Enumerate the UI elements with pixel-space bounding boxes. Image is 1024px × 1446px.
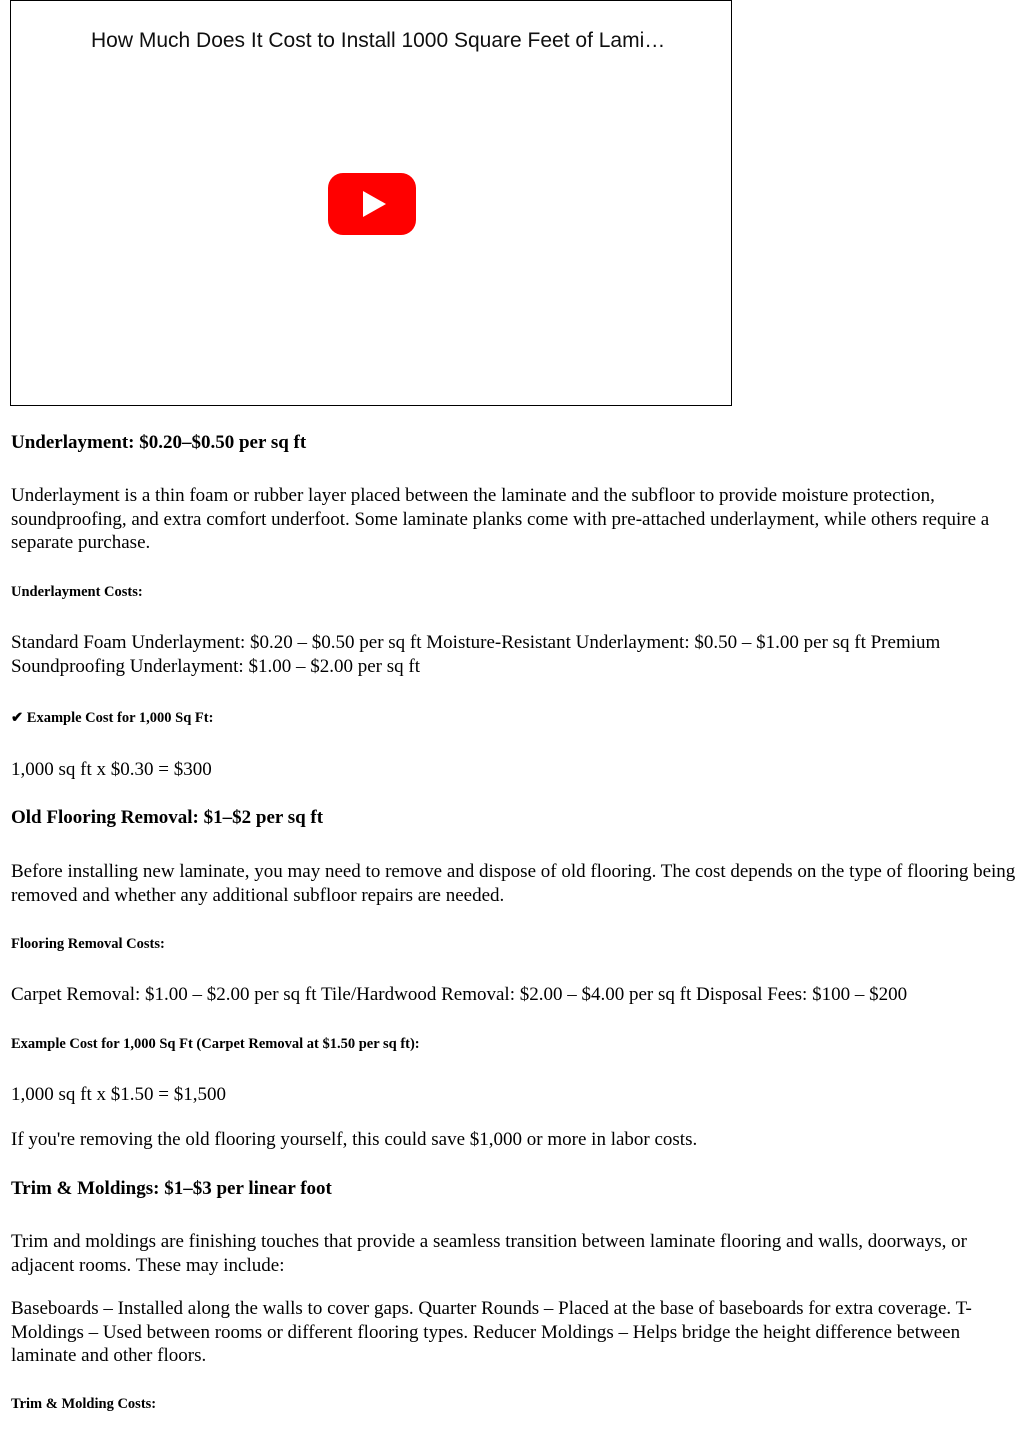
youtube-play-icon[interactable] xyxy=(328,173,416,235)
underlayment-example-heading xyxy=(11,710,213,727)
trim-types-text: Baseboards – Installed along the walls to cover gaps. Quarter Rounds – Placed at the base of baseboards for extra coverage. T-Moldings – Used between rooms or different flooring types. Reducer Moldings – Helps bridge the height difference between laminate and other floors. xyxy=(11,1298,972,1366)
trim-heading: Trim & Moldings: $1–$3 per linear foot xyxy=(11,1178,332,1199)
removal-heading: Old Flooring Removal: $1–$2 per sq ft xyxy=(11,807,324,828)
video-title[interactable]: How Much Does It Cost to Install 1000 Square Feet of Lami… xyxy=(91,29,666,52)
underlayment-description: Underlayment is a thin foam or rubber layer placed between the laminate and the subfloor to provide moisture protection, soundproofing, and extra comfort underfoot. Some laminate planks come with pre-attached underlayment, while others require a separate purchase. xyxy=(11,485,990,553)
removal-example-calc: 1,000 sq ft x $1.50 = $1,500 xyxy=(11,1084,226,1105)
removal-description: Before installing new laminate, you may need to remove and dispose of old flooring. The cost depends on the type of flooring being removed and whether any additional subfloor repairs are needed. xyxy=(11,861,1016,906)
check-mark-icon: ✔ xyxy=(11,710,24,726)
underlayment-example-label: Example Cost for 1,000 Sq Ft: xyxy=(26,710,214,726)
removal-savings-note: If you're removing the old flooring yourself, this could save $1,000 or more in labor costs. xyxy=(11,1129,698,1150)
trim-costs-heading: Trim & Molding Costs: xyxy=(11,1396,157,1412)
video-embed[interactable] xyxy=(10,0,732,406)
trim-description: Trim and moldings are finishing touches that provide a seamless transition between laminate flooring and walls, doorways, or adjacent rooms. These may include: xyxy=(11,1231,967,1276)
removal-costs-heading: Flooring Removal Costs: xyxy=(11,936,165,952)
underlayment-costs-heading: Underlayment Costs: xyxy=(11,584,143,600)
removal-costs-text: Carpet Removal: $1.00 – $2.00 per sq ft Tile/Hardwood Removal: $2.00 – $4.00 per sq ft Disposal Fees: $100 – $200 xyxy=(11,984,908,1005)
underlayment-costs-text: Standard Foam Underlayment: $0.20 – $0.50 per sq ft Moisture-Resistant Underlayment: $0.50 – $1.00 per sq ft Premium Soundproofing Underlayment: $1.00 – $2.00 per sq ft xyxy=(11,632,941,677)
underlayment-heading: Underlayment: $0.20–$0.50 per sq ft xyxy=(11,432,307,453)
removal-example-heading: Example Cost for 1,000 Sq Ft (Carpet Removal at $1.50 per sq ft): xyxy=(11,1036,420,1052)
underlayment-example-calc: 1,000 sq ft x $0.30 = $300 xyxy=(11,759,212,780)
